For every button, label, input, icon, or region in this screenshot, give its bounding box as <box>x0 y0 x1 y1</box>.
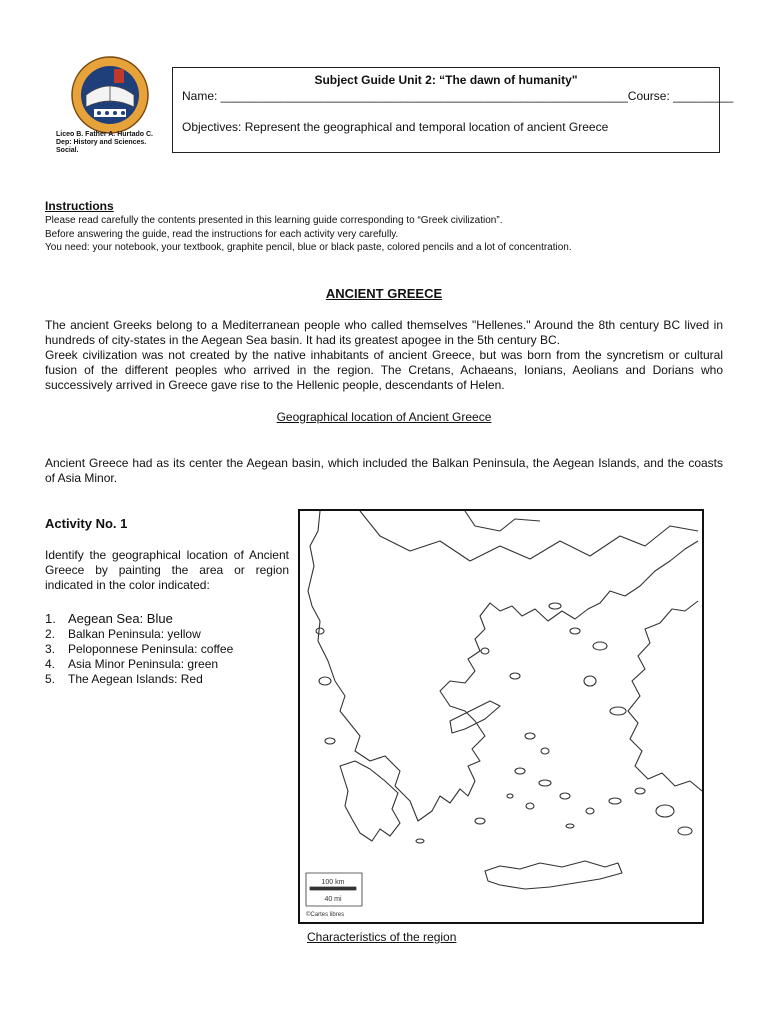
aegean-island <box>678 827 692 835</box>
instruction-line: Please read carefully the contents presented in this learning guide corresponding to “Greek civilization”. <box>45 215 503 226</box>
instructions-text <box>45 214 572 255</box>
aegean-island <box>319 677 331 685</box>
scale-top-label: 100 km <box>321 879 345 886</box>
aegean-island <box>656 805 674 817</box>
aegean-island <box>593 642 607 650</box>
guide-title: Subject Guide Unit 2: “The dawn of humanity" <box>314 73 578 87</box>
aegean-island <box>539 780 551 786</box>
geo-heading: Geographical location of Ancient Greece <box>276 410 492 424</box>
aegean-island <box>635 788 645 794</box>
department: Dep: History and Sciences. <box>56 139 147 146</box>
civilization-paragraph: Greek civilization was not created by the native inhabitants of ancient Greece, but was born from the syncretism or cultural fusion of the different peoples who arrived in the region. The Cretans, Achaeans, Ionians, Aeolians and Dorians who successively arrived in Greece gave rise to the Hellenic people, descendants of Helen. <box>45 348 723 392</box>
aegean-island <box>526 803 534 809</box>
geo-paragraph: Ancient Greece had as its center the Aegean basin, which included the Balkan Peninsula, the Aegean Islands, and the coasts of Asia Minor. <box>45 456 723 485</box>
balkan-coastline <box>308 511 698 821</box>
aegean-island <box>560 793 570 799</box>
aegean-island <box>515 768 525 774</box>
aegean-island <box>570 628 580 634</box>
inland-border <box>360 511 698 561</box>
map-caption: Characteristics of the region <box>307 930 457 944</box>
instruction-line: You need: your notebook, your textbook, graphite pencil, blue or black paste, colored pencils and a lot of concentration. <box>45 242 572 253</box>
aegean-island <box>481 648 489 654</box>
instruction-line: Before answering the guide, read the instructions for each activity very carefully. <box>45 228 399 240</box>
map-scale <box>306 873 362 906</box>
activity-list <box>45 611 295 687</box>
asia-minor-coastline <box>628 601 702 791</box>
crete-island <box>485 861 622 889</box>
aegean-island <box>586 808 594 814</box>
aegean-island <box>475 818 485 824</box>
section-title: ANCIENT GREECE <box>325 286 443 301</box>
inland-border <box>465 511 540 531</box>
aegean-island <box>609 798 621 804</box>
instructions-heading: Instructions <box>45 199 114 213</box>
aegean-island <box>416 839 424 843</box>
map-credit: ©Cartes libres <box>306 912 345 918</box>
aegean-island <box>610 707 626 715</box>
school-name: Liceo B. Father A. Hurtado C. <box>56 131 153 138</box>
aegean-island <box>510 673 520 679</box>
school-info <box>56 131 171 155</box>
name-course-field[interactable]: Name: _____________________________________________________________Course: _________ <box>182 89 734 103</box>
activity-description: Identify the geographical location of Ancient Greece by painting the area or region indicated in the color indicated: <box>45 548 289 592</box>
header-box <box>172 67 734 153</box>
list-item: 4. Asia Minor Peninsula: green <box>45 657 219 671</box>
school-logo <box>70 55 150 135</box>
aegean-island <box>549 603 561 609</box>
aegean-island <box>325 738 335 744</box>
list-item: 1. Aegean Sea: Blue <box>45 611 173 626</box>
aegean-island <box>566 824 574 828</box>
aegean-island <box>316 628 324 634</box>
list-item: 3. Peloponnese Peninsula: coffee <box>45 642 234 656</box>
euboea-island <box>450 701 500 733</box>
list-item: 2. Balkan Peninsula: yellow <box>45 627 201 641</box>
scale-bottom-label: 40 mi <box>324 896 342 903</box>
aegean-island <box>584 676 596 686</box>
list-item: 5. The Aegean Islands: Red <box>45 672 203 686</box>
objectives: Objectives: Represent the geographical and temporal location of ancient Greece <box>182 120 609 134</box>
aegean-island <box>541 748 549 754</box>
greece-outline-map[interactable] <box>298 509 704 924</box>
activity-title: Activity No. 1 <box>45 516 128 531</box>
department-cont: Social. <box>56 147 79 154</box>
aegean-island <box>525 733 535 739</box>
peloponnese <box>340 761 400 841</box>
aegean-island <box>507 794 513 798</box>
intro-paragraph: The ancient Greeks belong to a Mediterranean people who called themselves "Hellenes." Around the 8th century BC lived in hundreds of city-states in the Aegean Sea basin. It had its greatest apogee in the 5th century BC. <box>45 318 723 347</box>
